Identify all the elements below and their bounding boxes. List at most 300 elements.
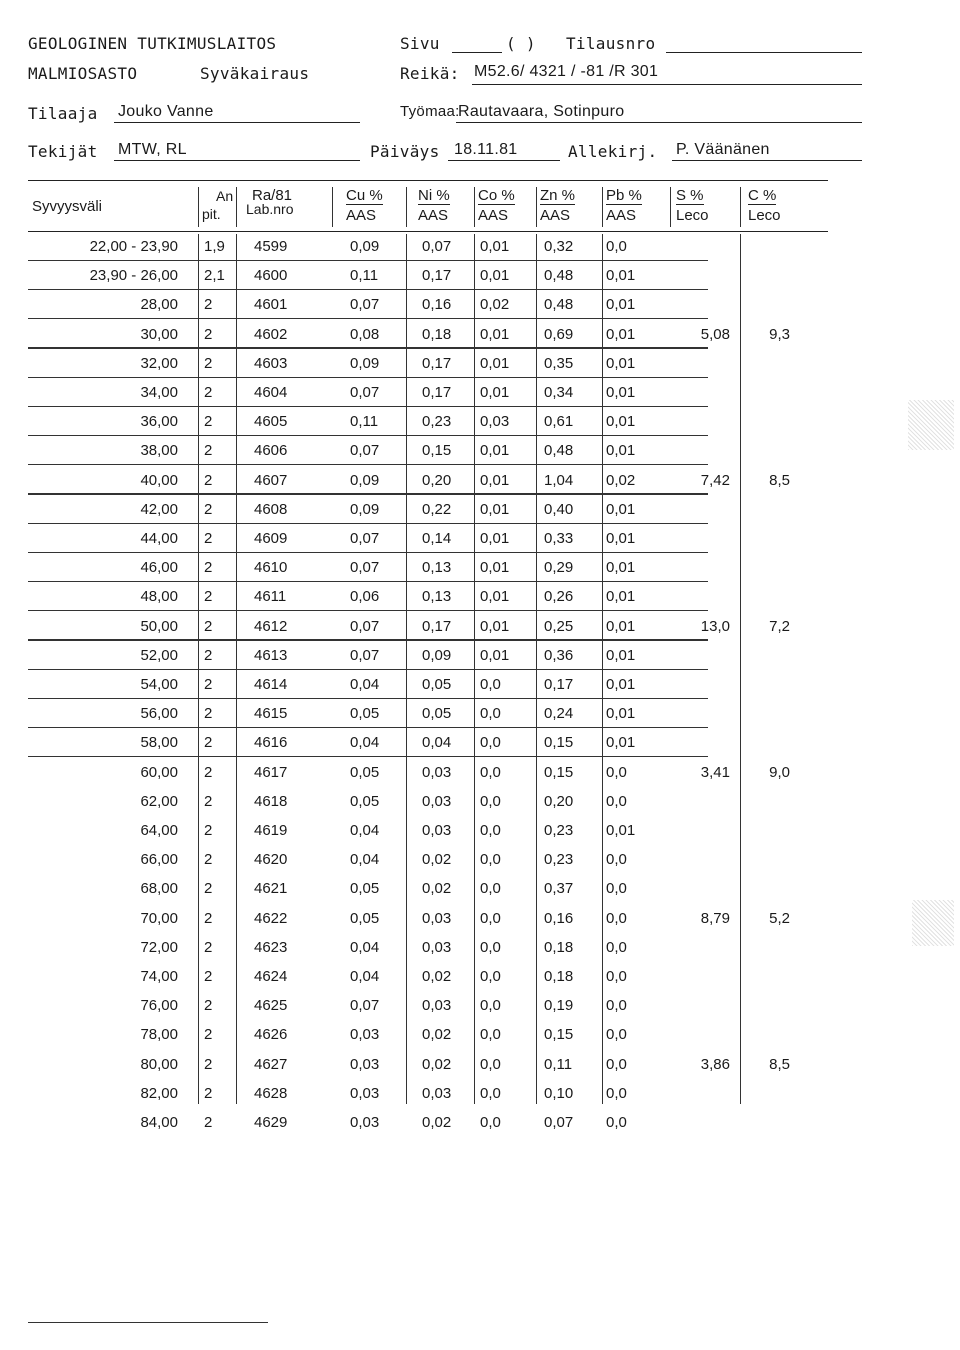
cell-depth: 22,00 - 23,90 xyxy=(89,238,178,255)
cell-zn: 0,61 xyxy=(544,413,574,431)
table-row xyxy=(28,643,828,672)
cell-zn: 0,15 xyxy=(544,763,574,781)
cell-zn: 0,26 xyxy=(544,588,574,606)
table-row xyxy=(28,730,828,759)
cell-cu: 0,09 xyxy=(350,471,380,489)
col-header-an-sub: pit. xyxy=(202,206,221,222)
cell-lab: 4613 xyxy=(254,646,288,664)
division-name: Syväkairaus xyxy=(200,64,310,83)
cell-ni: 0,03 xyxy=(422,792,452,810)
column-rule xyxy=(406,234,407,1104)
cell-an: 2 xyxy=(204,1114,213,1131)
cell-lab: 4604 xyxy=(254,384,288,401)
cell-co: 0,0 xyxy=(480,1084,501,1102)
cell-cu: 0,04 xyxy=(350,938,380,956)
cell-co: 0,01 xyxy=(480,384,510,401)
allekirj-value: P. Väänänen xyxy=(676,141,770,158)
col-header-s: S % xyxy=(676,187,704,204)
cell-co: 0,03 xyxy=(480,413,510,431)
cell-depth: 52,00 xyxy=(140,646,178,664)
cell-depth: 44,00 xyxy=(140,530,178,547)
cell-cu: 0,04 xyxy=(350,851,380,869)
cell-an: 2 xyxy=(204,763,213,781)
cell-s: 3,41 xyxy=(700,763,730,781)
cell-cu: 0,06 xyxy=(350,588,380,606)
cell-depth: 66,00 xyxy=(140,851,178,869)
table-row xyxy=(28,409,828,438)
cell-ni: 0,18 xyxy=(422,325,452,343)
cell-lab: 4625 xyxy=(254,997,288,1015)
row-underline xyxy=(28,639,708,640)
cell-pb: 0,0 xyxy=(606,238,627,255)
cell-depth: 80,00 xyxy=(140,1055,178,1073)
cell-co: 0,0 xyxy=(480,851,501,869)
cell-pb: 0,01 xyxy=(606,413,636,431)
cell-cu: 0,03 xyxy=(350,1084,380,1102)
cell-cu: 0,09 xyxy=(350,354,380,372)
cell-an: 2 xyxy=(204,1026,213,1044)
table-row xyxy=(28,789,828,818)
cell-cu: 0,04 xyxy=(350,822,380,839)
cell-s: 3,86 xyxy=(700,1055,730,1073)
cell-ni: 0,14 xyxy=(422,530,452,547)
cell-pb: 0,01 xyxy=(606,676,636,693)
cell-an: 2 xyxy=(204,938,213,956)
cell-ni: 0,03 xyxy=(422,763,452,781)
cell-lab: 4627 xyxy=(254,1055,288,1073)
cell-zn: 0,18 xyxy=(544,938,574,956)
cell-zn: 0,25 xyxy=(544,617,574,635)
cell-zn: 0,48 xyxy=(544,442,574,460)
col-header-ni-method: AAS xyxy=(418,207,449,224)
header-divider xyxy=(332,187,333,227)
paivays-label: Päiväys xyxy=(370,142,440,161)
cell-ni: 0,13 xyxy=(422,588,452,606)
cell-an: 2 xyxy=(204,413,213,431)
tilaaja-field-line xyxy=(114,122,360,123)
cell-lab: 4623 xyxy=(254,938,288,956)
cell-an: 2 xyxy=(204,471,213,489)
cell-co: 0,0 xyxy=(480,880,501,898)
cell-depth: 40,00 xyxy=(140,471,178,489)
table-row xyxy=(28,614,828,643)
cell-c: 8,5 xyxy=(769,471,790,489)
row-underline xyxy=(28,377,708,378)
cell-pb: 0,01 xyxy=(606,296,636,314)
cell-an: 2 xyxy=(204,559,213,577)
cell-ni: 0,04 xyxy=(422,734,452,752)
department-name: MALMIOSASTO xyxy=(28,64,138,83)
cell-co: 0,01 xyxy=(480,267,510,285)
row-underline xyxy=(28,698,708,699)
cell-ni: 0,02 xyxy=(422,851,452,869)
cell-ni: 0,03 xyxy=(422,909,452,927)
table-row xyxy=(28,1052,828,1081)
tyomaa-value: Rautavaara, Sotinpuro xyxy=(458,103,625,120)
cell-zn: 1,04 xyxy=(544,471,574,489)
row-underline xyxy=(28,260,708,261)
column-rule xyxy=(602,234,603,1104)
cell-zn: 0,32 xyxy=(544,238,574,255)
table-row xyxy=(28,964,828,993)
cell-pb: 0,0 xyxy=(606,968,627,985)
cell-an: 2 xyxy=(204,500,213,518)
cell-lab: 4603 xyxy=(254,354,288,372)
cell-depth: 23,90 - 26,00 xyxy=(89,267,178,285)
cell-zn: 0,15 xyxy=(544,1026,574,1044)
column-rule xyxy=(536,234,537,1104)
table-row xyxy=(28,234,828,263)
row-underline xyxy=(28,435,708,436)
table-row xyxy=(28,438,828,467)
cell-pb: 0,01 xyxy=(606,617,636,635)
cell-ni: 0,17 xyxy=(422,617,452,635)
table-row xyxy=(28,584,828,613)
cell-ni: 0,17 xyxy=(422,267,452,285)
cell-ni: 0,02 xyxy=(422,880,452,898)
header-divider xyxy=(198,187,199,227)
tilausnro-field-line xyxy=(666,52,862,53)
cell-ni: 0,03 xyxy=(422,997,452,1015)
cell-depth: 46,00 xyxy=(140,559,178,577)
cell-ni: 0,02 xyxy=(422,968,452,985)
cell-co: 0,01 xyxy=(480,354,510,372)
cell-lab: 4611 xyxy=(254,588,287,606)
cell-depth: 36,00 xyxy=(140,413,178,431)
tekijat-field-line xyxy=(114,160,360,161)
cell-ni: 0,23 xyxy=(422,413,452,431)
cell-lab: 4628 xyxy=(254,1084,288,1102)
col-header-cu-method: AAS xyxy=(346,207,377,224)
row-underline xyxy=(28,727,708,728)
cell-an: 2 xyxy=(204,296,213,314)
cell-zn: 0,48 xyxy=(544,267,574,285)
cell-depth: 58,00 xyxy=(140,734,178,752)
cell-an: 2 xyxy=(204,676,213,693)
cell-cu: 0,11 xyxy=(350,267,379,285)
row-underline xyxy=(28,347,708,348)
table-row xyxy=(28,760,828,789)
cell-an: 2,1 xyxy=(204,267,225,285)
cell-co: 0,01 xyxy=(480,238,510,255)
cell-lab: 4626 xyxy=(254,1026,288,1044)
cell-cu: 0,07 xyxy=(350,442,380,460)
table-header xyxy=(28,180,828,232)
cell-cu: 0,11 xyxy=(350,413,379,431)
cell-an: 2 xyxy=(204,442,213,460)
cell-c: 8,5 xyxy=(769,1055,790,1073)
cell-lab: 4608 xyxy=(254,500,288,518)
cell-co: 0,0 xyxy=(480,1026,501,1044)
cell-pb: 0,01 xyxy=(606,354,636,372)
cell-lab: 4606 xyxy=(254,442,288,460)
row-underline xyxy=(28,493,708,494)
col-header-co-method: AAS xyxy=(478,207,509,224)
cell-ni: 0,02 xyxy=(422,1055,452,1073)
cell-zn: 0,15 xyxy=(544,734,574,752)
cell-depth: 84,00 xyxy=(140,1114,178,1131)
cell-co: 0,0 xyxy=(480,822,501,839)
cell-pb: 0,01 xyxy=(606,646,636,664)
cell-cu: 0,07 xyxy=(350,617,380,635)
cell-zn: 0,18 xyxy=(544,968,574,985)
col-header-c: C % xyxy=(748,187,777,204)
cell-lab: 4617 xyxy=(254,763,288,781)
cell-co: 0,0 xyxy=(480,997,501,1015)
header-divider xyxy=(236,187,237,227)
col-header-zn-method: AAS xyxy=(540,207,571,224)
cell-an: 2 xyxy=(204,530,213,547)
cell-an: 2 xyxy=(204,1084,213,1102)
cell-co: 0,01 xyxy=(480,559,510,577)
cell-an: 2 xyxy=(204,354,213,372)
cell-c: 5,2 xyxy=(769,909,790,927)
cell-cu: 0,05 xyxy=(350,909,380,927)
cell-ni: 0,22 xyxy=(422,500,452,518)
table-row xyxy=(28,935,828,964)
cell-ni: 0,07 xyxy=(422,238,452,255)
cell-cu: 0,08 xyxy=(350,325,380,343)
cell-depth: 64,00 xyxy=(140,822,178,839)
cell-an: 2 xyxy=(204,822,213,839)
cell-depth: 28,00 xyxy=(140,296,178,314)
cell-cu: 0,03 xyxy=(350,1055,380,1073)
table-row xyxy=(28,292,828,321)
row-underline xyxy=(28,289,708,290)
cell-pb: 0,0 xyxy=(606,792,627,810)
cell-zn: 0,33 xyxy=(544,530,574,547)
col-header-c-method: Leco xyxy=(748,207,781,224)
cell-depth: 74,00 xyxy=(140,968,178,985)
cell-depth: 78,00 xyxy=(140,1026,178,1044)
cell-an: 2 xyxy=(204,851,213,869)
header-divider xyxy=(406,187,407,227)
cell-cu: 0,05 xyxy=(350,763,380,781)
cell-pb: 0,01 xyxy=(606,588,636,606)
cell-zn: 0,48 xyxy=(544,296,574,314)
cell-co: 0,01 xyxy=(480,500,510,518)
table-row xyxy=(28,351,828,380)
row-underline xyxy=(28,523,708,524)
cell-co: 0,01 xyxy=(480,588,510,606)
cell-co: 0,0 xyxy=(480,792,501,810)
cell-depth: 82,00 xyxy=(140,1084,178,1102)
cell-lab: 4622 xyxy=(254,909,288,927)
cell-an: 2 xyxy=(204,646,213,664)
row-underline xyxy=(28,552,708,553)
cell-an: 2 xyxy=(204,1055,213,1073)
cell-depth: 32,00 xyxy=(140,354,178,372)
cell-depth: 62,00 xyxy=(140,792,178,810)
sivu-field-line xyxy=(452,52,502,53)
cell-co: 0,0 xyxy=(480,938,501,956)
tekijat-label: Tekijät xyxy=(28,142,98,161)
row-underline xyxy=(28,610,708,611)
cell-co: 0,0 xyxy=(480,734,501,752)
cell-s: 7,42 xyxy=(700,471,730,489)
cell-ni: 0,17 xyxy=(422,384,452,401)
cell-zn: 0,19 xyxy=(544,997,574,1015)
table-row xyxy=(28,672,828,701)
tyomaa-label: Työmaa: xyxy=(400,103,460,120)
cell-depth: 54,00 xyxy=(140,676,178,693)
cell-depth: 42,00 xyxy=(140,500,178,518)
cell-co: 0,0 xyxy=(480,705,501,723)
cell-ni: 0,02 xyxy=(422,1026,452,1044)
cell-pb: 0,01 xyxy=(606,822,636,839)
cell-ni: 0,09 xyxy=(422,646,452,664)
cell-cu: 0,09 xyxy=(350,500,380,518)
cell-s: 13,0 xyxy=(700,617,730,635)
cell-pb: 0,0 xyxy=(606,763,627,781)
cell-co: 0,0 xyxy=(480,968,501,985)
cell-depth: 70,00 xyxy=(140,909,178,927)
cell-pb: 0,01 xyxy=(606,500,636,518)
cell-pb: 0,0 xyxy=(606,1055,627,1073)
cell-depth: 56,00 xyxy=(140,705,178,723)
cell-s: 8,79 xyxy=(700,909,730,927)
cell-pb: 0,01 xyxy=(606,530,636,547)
cell-zn: 0,36 xyxy=(544,646,574,664)
cell-ni: 0,20 xyxy=(422,471,452,489)
scan-smudge xyxy=(908,400,954,450)
cell-ni: 0,17 xyxy=(422,354,452,372)
cell-cu: 0,07 xyxy=(350,530,380,547)
cell-lab: 4629 xyxy=(254,1114,288,1131)
cell-pb: 0,0 xyxy=(606,1114,627,1131)
cell-ni: 0,03 xyxy=(422,938,452,956)
cell-zn: 0,16 xyxy=(544,909,574,927)
col-header-an: An xyxy=(216,188,234,204)
header-divider xyxy=(536,187,537,227)
col-header-depth: Syvyysväli xyxy=(32,198,103,215)
table-row xyxy=(28,876,828,905)
cell-co: 0,0 xyxy=(480,763,501,781)
cell-depth: 50,00 xyxy=(140,617,178,635)
cell-depth: 38,00 xyxy=(140,442,178,460)
paivays-field-line xyxy=(448,160,560,161)
tilaaja-value: Jouko Vanne xyxy=(118,103,214,120)
sivu-label: Sivu xyxy=(400,34,440,53)
cell-an: 2 xyxy=(204,384,213,401)
cell-co: 0,0 xyxy=(480,909,501,927)
cell-ni: 0,02 xyxy=(422,1114,452,1131)
cell-an: 2 xyxy=(204,968,213,985)
cell-co: 0,01 xyxy=(480,442,510,460)
cell-an: 2 xyxy=(204,909,213,927)
footer-rule xyxy=(28,1322,268,1323)
cell-co: 0,0 xyxy=(480,676,501,693)
cell-an: 2 xyxy=(204,997,213,1015)
table-row xyxy=(28,263,828,292)
cell-cu: 0,07 xyxy=(350,646,380,664)
cell-zn: 0,07 xyxy=(544,1114,574,1131)
cell-co: 0,01 xyxy=(480,530,510,547)
cell-depth: 68,00 xyxy=(140,880,178,898)
cell-cu: 0,04 xyxy=(350,676,380,693)
cell-lab: 4621 xyxy=(254,880,288,898)
header-divider xyxy=(740,187,741,227)
table-row xyxy=(28,906,828,935)
cell-lab: 4600 xyxy=(254,267,288,285)
cell-zn: 0,37 xyxy=(544,880,574,898)
cell-co: 0,01 xyxy=(480,325,510,343)
cell-cu: 0,09 xyxy=(350,238,380,255)
cell-lab: 4602 xyxy=(254,325,288,343)
table-row xyxy=(28,1081,828,1110)
cell-zn: 0,40 xyxy=(544,500,574,518)
cell-zn: 0,23 xyxy=(544,822,574,839)
cell-co: 0,01 xyxy=(480,646,510,664)
table-row xyxy=(28,847,828,876)
table-row xyxy=(28,701,828,730)
table-row xyxy=(28,526,828,555)
cell-cu: 0,07 xyxy=(350,384,380,401)
cell-pb: 0,0 xyxy=(606,938,627,956)
cell-cu: 0,07 xyxy=(350,296,380,314)
cell-zn: 0,29 xyxy=(544,559,574,577)
cell-ni: 0,15 xyxy=(422,442,452,460)
cell-zn: 0,17 xyxy=(544,676,574,693)
cell-c: 9,3 xyxy=(769,325,790,343)
table-row xyxy=(28,380,828,409)
cell-pb: 0,0 xyxy=(606,909,627,927)
cell-lab: 4619 xyxy=(254,822,288,839)
cell-cu: 0,07 xyxy=(350,997,380,1015)
cell-co: 0,0 xyxy=(480,1114,501,1131)
cell-ni: 0,05 xyxy=(422,705,452,723)
cell-zn: 0,11 xyxy=(544,1055,573,1073)
org-name: GEOLOGINEN TUTKIMUSLAITOS xyxy=(28,34,277,53)
cell-pb: 0,01 xyxy=(606,325,636,343)
column-rule xyxy=(236,234,237,1104)
cell-pb: 0,0 xyxy=(606,851,627,869)
cell-lab: 4601 xyxy=(254,296,288,314)
cell-pb: 0,0 xyxy=(606,1084,627,1102)
col-header-lab: Ra/81 xyxy=(252,187,293,204)
table-row xyxy=(28,993,828,1022)
cell-pb: 0,0 xyxy=(606,1026,627,1044)
tilausnro-label: Tilausnro xyxy=(566,34,656,53)
cell-depth: 72,00 xyxy=(140,938,178,956)
cell-co: 0,01 xyxy=(480,471,510,489)
table-row xyxy=(28,497,828,526)
cell-cu: 0,04 xyxy=(350,968,380,985)
allekirj-label: Allekirj. xyxy=(568,142,658,161)
paivays-value: 18.11.81 xyxy=(454,141,518,158)
cell-depth: 34,00 xyxy=(140,384,178,401)
cell-pb: 0,01 xyxy=(606,267,636,285)
cell-pb: 0,01 xyxy=(606,734,636,752)
col-header-ni: Ni % xyxy=(418,187,450,204)
col-header-co: Co % xyxy=(478,187,515,204)
cell-pb: 0,02 xyxy=(606,471,636,489)
cell-an: 1,9 xyxy=(204,238,225,255)
cell-pb: 0,01 xyxy=(606,384,636,401)
cell-ni: 0,03 xyxy=(422,822,452,839)
table-row xyxy=(28,468,828,497)
cell-lab: 4618 xyxy=(254,792,288,810)
row-underline xyxy=(28,406,708,407)
cell-pb: 0,01 xyxy=(606,705,636,723)
col-header-pb: Pb % xyxy=(606,187,642,204)
cell-cu: 0,05 xyxy=(350,880,380,898)
row-underline xyxy=(28,464,708,465)
table-row xyxy=(28,818,828,847)
column-rule xyxy=(740,234,741,1104)
reika-field-line xyxy=(472,84,862,85)
row-underline xyxy=(28,756,708,757)
